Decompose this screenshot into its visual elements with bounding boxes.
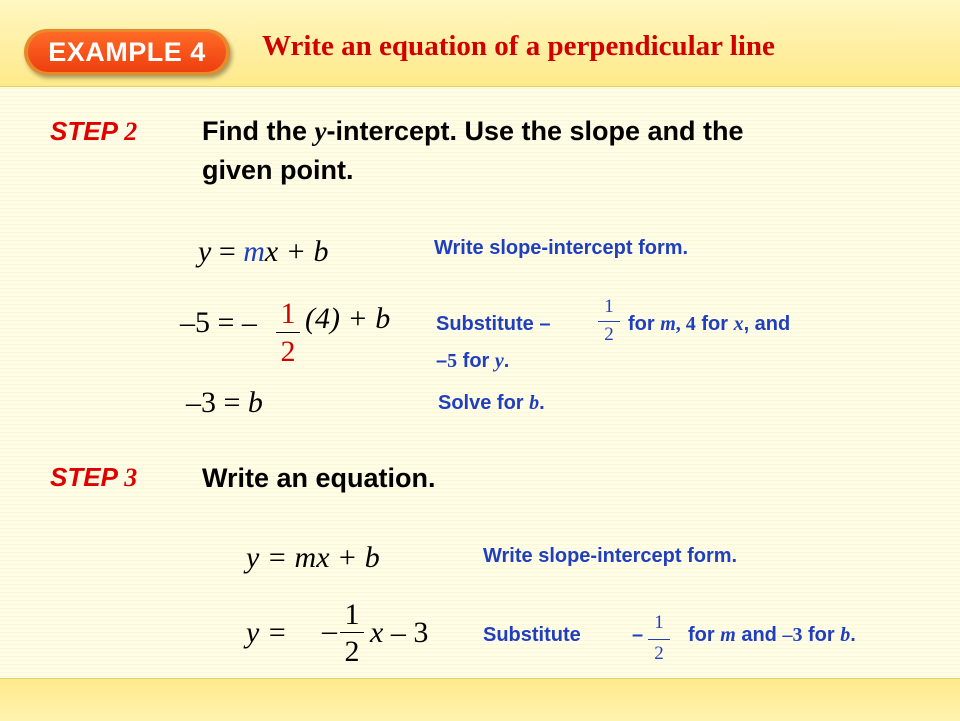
step3-label-word: STEP [50,462,117,492]
step2-label-word: STEP [50,116,117,146]
step3-reason-fraction [648,612,670,670]
eq3-lhs: –3 [186,386,216,419]
reason3-b: b [529,392,540,414]
step2-instruction [202,112,902,190]
step3-eq-final-lhs [246,616,287,650]
reason2-d: for [695,313,734,335]
step2-eq-paren [305,302,390,336]
eq3-equals: = [223,386,241,419]
step2-reason-2-tail [628,313,790,336]
reason2-4: 4 [685,313,696,335]
reason5-neg3: –3 [782,624,803,646]
step3-eq-final-rhs [370,616,428,650]
step3-label-number: 3 [124,463,138,492]
eq2-lhs: –5 [180,306,210,339]
final-frac-den: 2 [344,635,360,668]
step2-text-line2: given point. [202,155,354,185]
eq-equals: = [211,235,244,268]
step3-reason-2-tail [688,624,856,647]
step2-label-number: 2 [124,117,138,146]
page-title: Write an equation of a perpendicular line [262,30,775,62]
reason2-l2-b: for [457,350,495,372]
eq3-rhs: b [247,386,263,419]
reason2-x: x [733,313,744,335]
step3-reason-2-minus: – [632,624,644,646]
reason5-a: Substitute [483,624,581,646]
eq2-paren: (4) + b [305,302,391,335]
reason5-frac-bar [648,639,670,640]
reason3-a: Solve for [438,392,530,414]
step2-reason-2 [436,313,550,336]
eq-x: x [264,235,279,268]
step3-eq-final-minus: – [322,614,337,647]
eq-y: y [198,235,212,268]
example-badge [24,29,230,75]
eq2-equals: = [217,306,235,339]
reason5-m: m [720,624,736,646]
reason5-e: . [850,624,856,646]
eq2-frac-den: 2 [280,335,296,368]
reason2-l2-a: – [436,350,448,372]
step2-eq-solve [186,386,263,420]
step3-reason-1: Write slope-intercept form. [483,545,738,567]
step2-reason-1: Write slope-intercept form. [434,237,689,259]
reason5-d: for [802,624,841,646]
final-lhs: y = [246,616,288,649]
eq-m: m [243,235,265,268]
example-badge-label: EXAMPLE 4 [28,32,226,72]
reason2-b: for [628,313,661,335]
eq2-frac-num: 1 [280,297,296,330]
final-frac-num: 1 [344,598,360,631]
step2-text-before: Find the [202,116,315,146]
final-x: x [370,616,384,649]
step2-reason-3 [438,392,545,415]
final-const: 3 [413,616,429,649]
step3-instruction: Write an equation. [202,463,436,493]
reason5-c: and [735,624,783,646]
reason2-e: , and [743,313,791,335]
step3-reason-2 [483,624,581,647]
reason5-frac-den: 2 [654,643,664,664]
eq-rest: + b [278,235,329,268]
step3-eq-fraction [340,598,364,670]
footer-band [0,678,960,721]
step3-label [50,462,137,493]
reason5-b: for [688,624,721,646]
reason2-a: Substitute – [436,313,551,335]
reason5-frac-num: 1 [654,612,664,633]
step2-eq-fraction [276,297,300,371]
reason2-frac-num: 1 [604,296,614,317]
step2-reason-2-line2 [436,350,509,373]
step2-text-var: y [314,116,327,146]
reason5-bvar: b [840,624,851,646]
reason3-c: . [539,392,545,414]
step2-eq-substitute [180,306,257,340]
step2-text-after: -intercept. Use the slope and the [326,116,744,146]
final-minus2: – [390,616,406,649]
step3-eq-slope-intercept: y = mx + b [246,541,380,574]
reason2-l2-5: 5 [447,350,458,372]
eq2-frac-bar [276,332,300,333]
reason2-c: , [675,313,686,335]
eq2-minus: – [241,306,257,339]
step2-reason-fraction [598,296,620,350]
reason2-m: m [660,313,676,335]
final-frac-bar [340,632,364,633]
reason2-frac-den: 2 [604,324,614,345]
reason2-l2-y: y [494,350,504,372]
reason2-frac-bar [598,321,620,322]
reason2-l2-c: . [503,350,510,372]
step2-eq-slope-intercept [198,235,329,269]
step2-label [50,116,137,147]
